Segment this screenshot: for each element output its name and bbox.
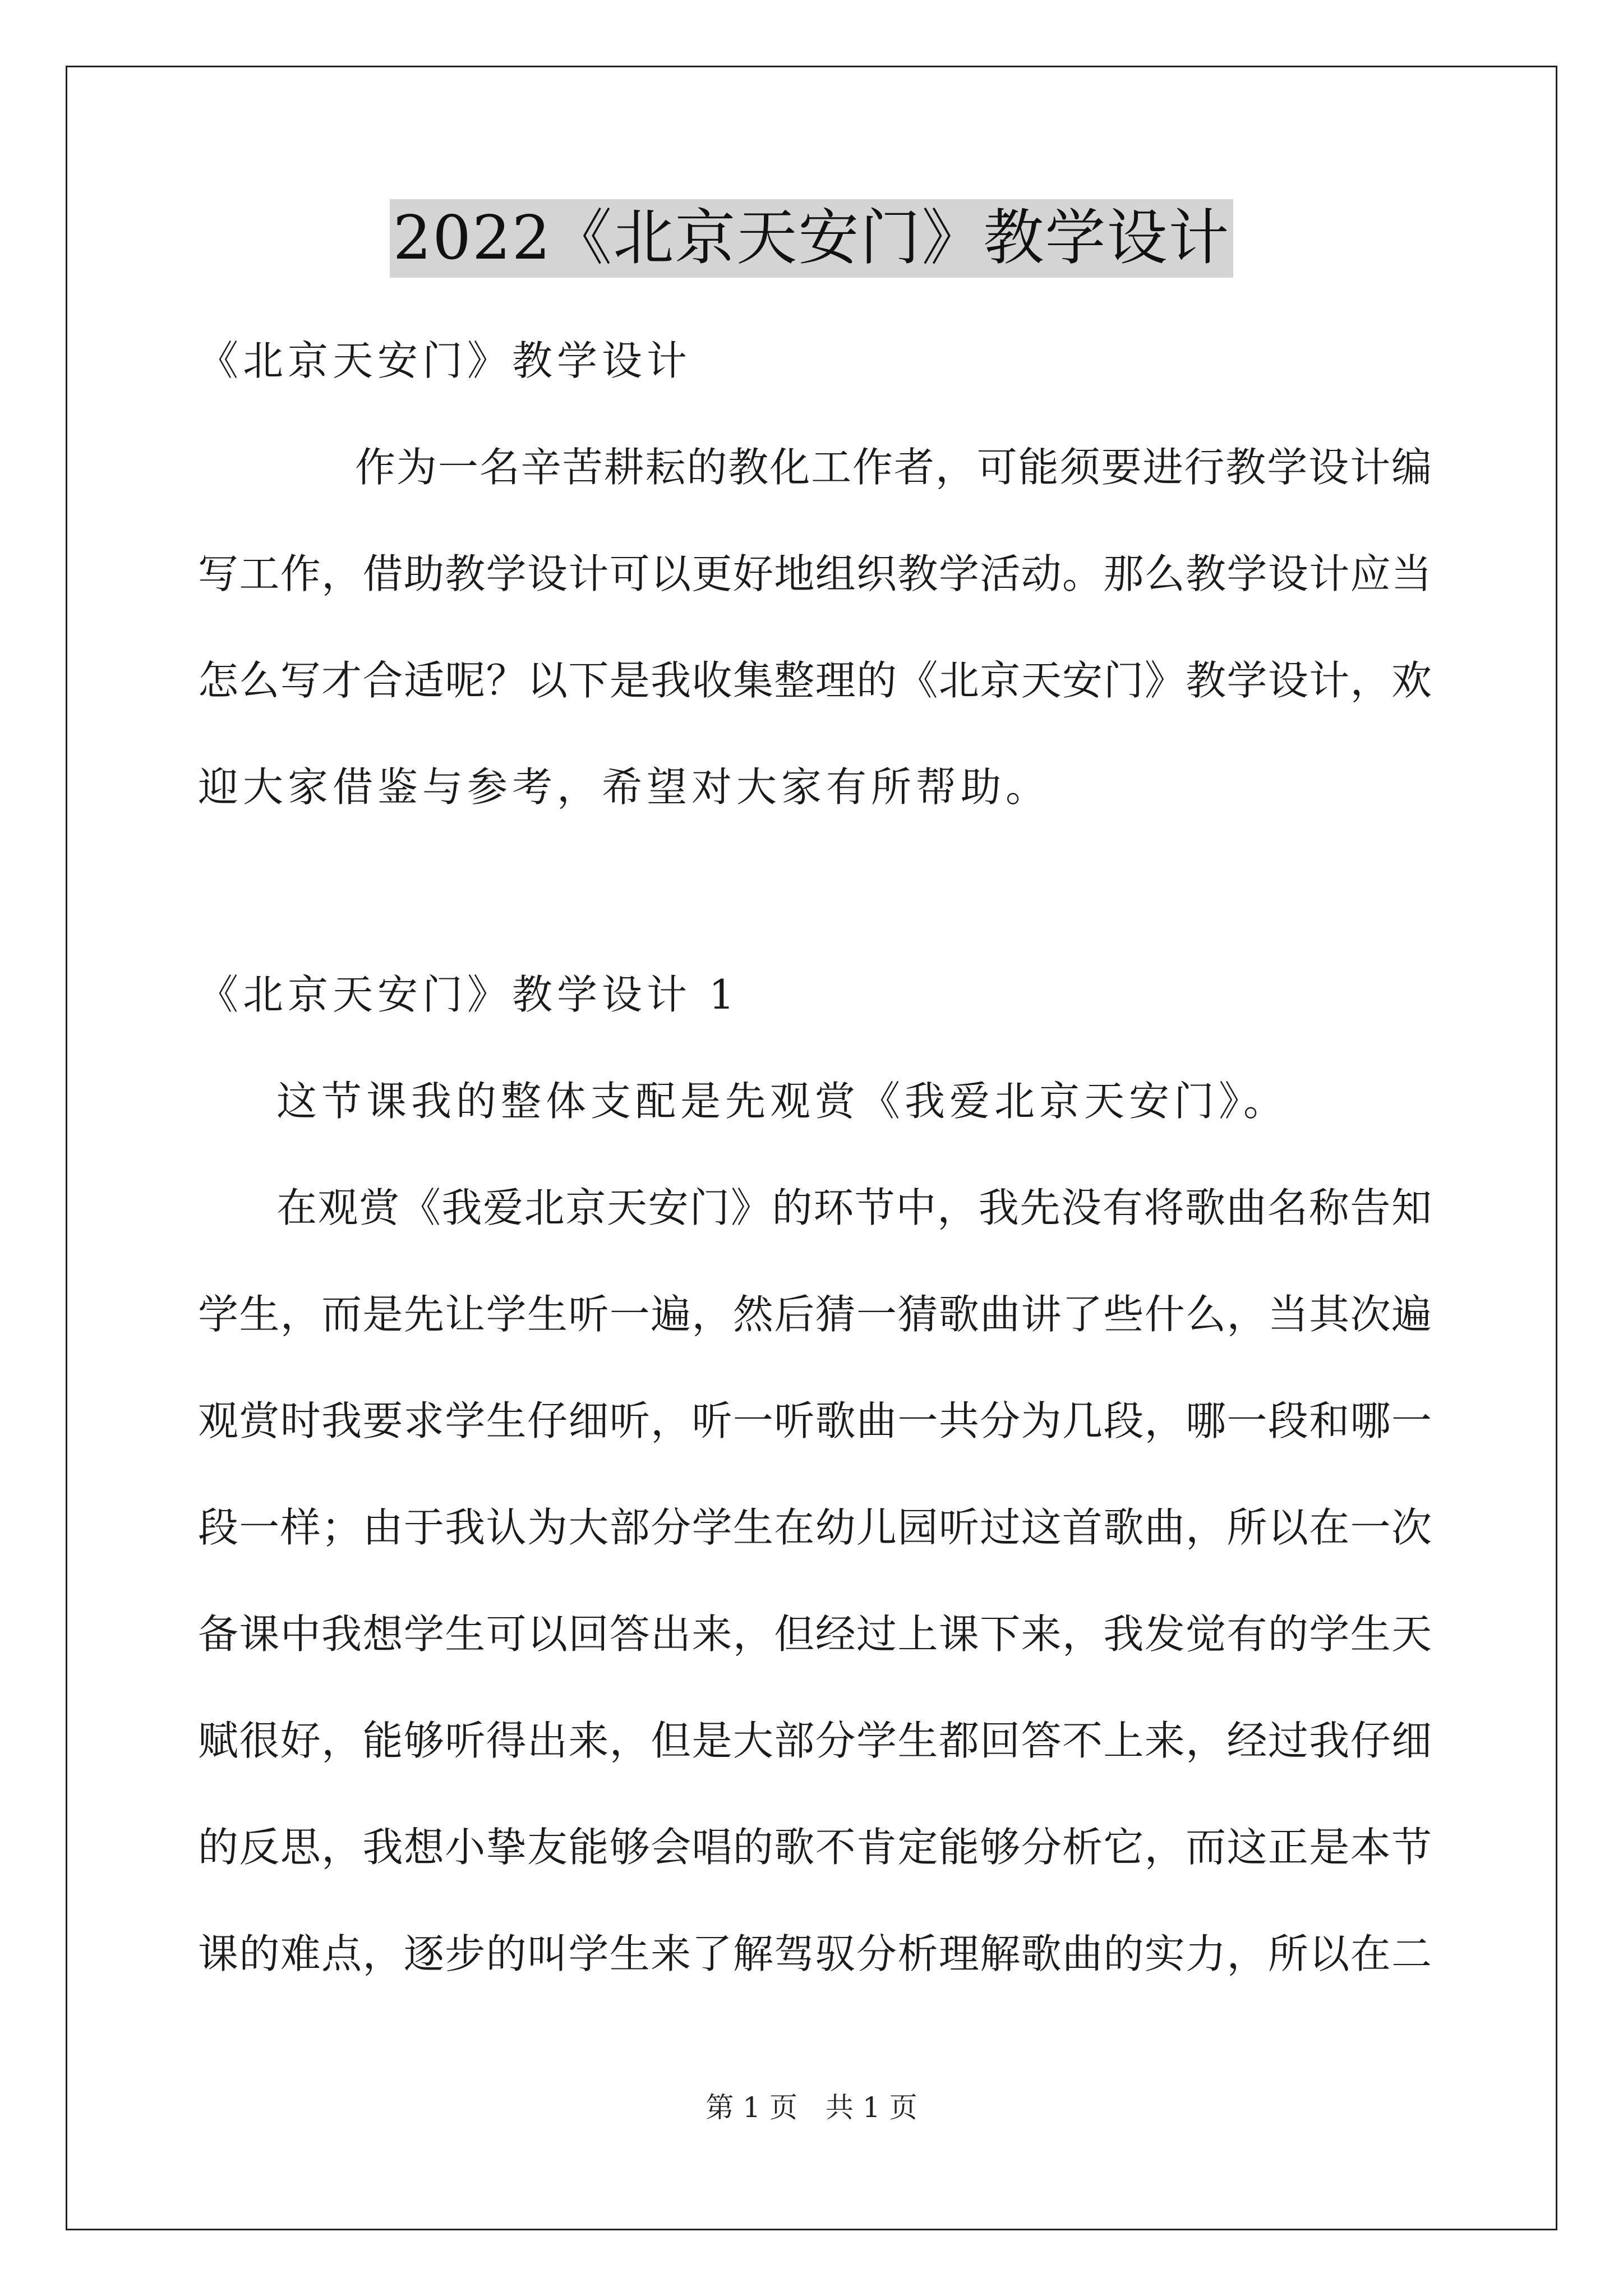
paragraph-2-line: 备课中我想学生可以回答出来，但经过上课下来，我发觉有的学生天	[198, 1611, 1432, 1658]
page-footer: 第 1 页 共 1 页	[706, 2091, 917, 2124]
paragraph-2-line: 学生，而是先让学生听一遍，然后猜一猜歌曲讲了些什么，当其次遍	[198, 1291, 1432, 1338]
section-heading: 《北京天安门》教学设计 1	[198, 971, 739, 1018]
paragraph-2-line: 的反思，我想小挚友能够会唱的歌不肯定能够分析它，而这正是本节	[198, 1824, 1432, 1871]
document-title: 2022《北京天安门》教学设计	[390, 199, 1234, 278]
paragraph-2-line: 观赏时我要求学生仔细听，听一听歌曲一共分为几段，哪一段和哪一	[198, 1397, 1432, 1444]
intro-line: 作为一名辛苦耕耘的教化工作者，可能须要进行教学设计编	[355, 444, 1432, 491]
paragraph-2-line: 在观赏《我爱北京天安门》的环节中，我先没有将歌曲名称告知	[276, 1184, 1432, 1231]
page-border	[66, 66, 1557, 2230]
paragraph-2-line: 段一样；由于我认为大部分学生在幼儿园听过这首歌曲，所以在一次	[198, 1504, 1432, 1551]
intro-line: 怎么写才合适呢？以下是我收集整理的《北京天安门》教学设计，欢	[198, 657, 1432, 704]
title-container	[0, 199, 1623, 278]
document-subtitle: 《北京天安门》教学设计	[198, 337, 692, 384]
intro-line: 写工作，借助教学设计可以更好地组织教学活动。那么教学设计应当	[198, 550, 1432, 597]
paragraph-2-line: 课的难点，逐步的叫学生来了解驾驭分析理解歌曲的实力，所以在二	[198, 1930, 1432, 1977]
intro-line: 迎大家借鉴与参考，希望对大家有所帮助。	[198, 763, 1051, 811]
paragraph-1: 这节课我的整体支配是先观赏《我爱北京天安门》。	[276, 1078, 1289, 1125]
paragraph-2-line: 赋很好，能够听得出来，但是大部分学生都回答不上来，经过我仔细	[198, 1717, 1432, 1764]
